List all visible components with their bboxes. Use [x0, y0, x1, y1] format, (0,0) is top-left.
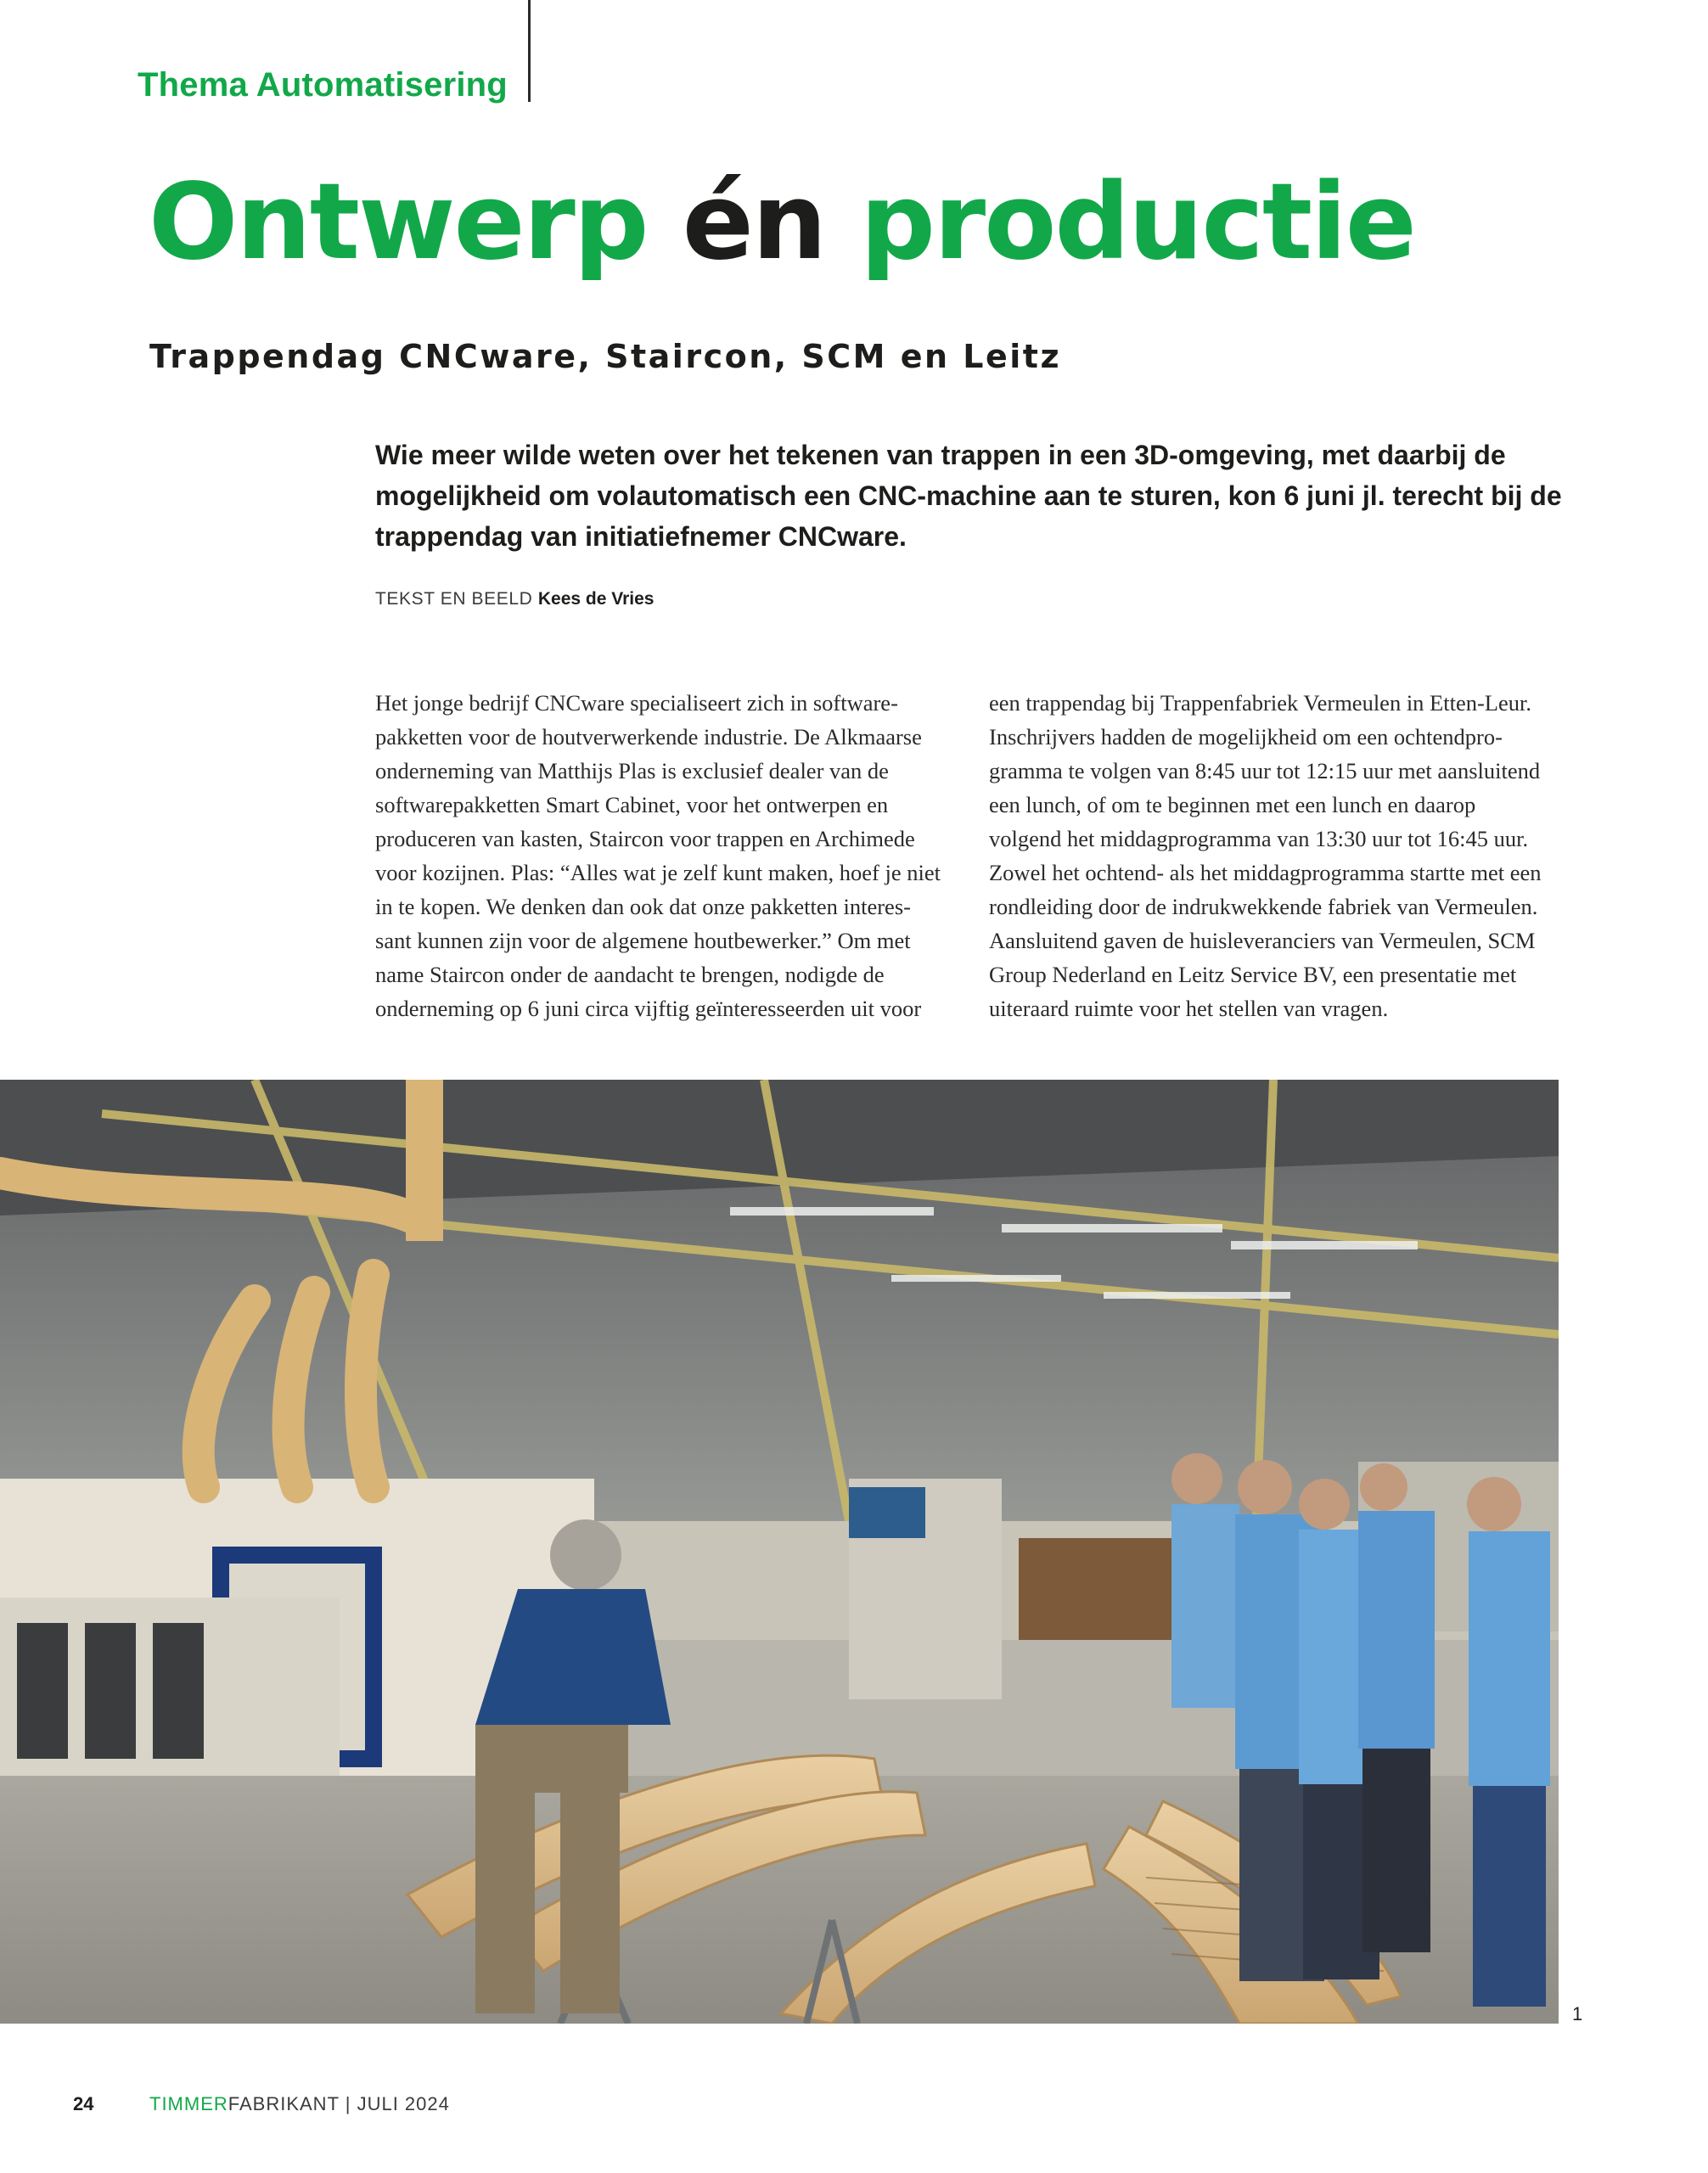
headline-word-3: productie	[860, 161, 1415, 284]
body-line: produceren van kasten, Staircon voor trappen en Archimede	[375, 826, 915, 851]
body-line: name Staircon onder de aandacht te brengen, nodigde de	[375, 962, 885, 987]
body-line: rondleiding door de indrukwekkende fabriek van Vermeulen.	[989, 894, 1538, 919]
headline-word-2: én	[682, 161, 826, 284]
issue-date: | JULI 2024	[339, 2093, 450, 2114]
body-line: volgend het middagprogramma van 13:30 uur tot 16:45 uur.	[989, 826, 1529, 851]
body-line: Aansluitend gaven de huisleveranciers van Vermeulen, SCM	[989, 928, 1536, 953]
body-line: een trappendag bij Trappenfabriek Vermeulen in Etten-Leur.	[989, 690, 1531, 716]
body-column-left	[375, 686, 952, 1025]
body-line: Zowel het ochtend- als het middagprogramma startte met een	[989, 860, 1542, 885]
body-line: sant kunnen zijn voor de algemene houtbewerker.” Om met	[375, 928, 911, 953]
body-line: pakketten voor de houtverwerkende industrie. De Alkmaarse	[375, 724, 922, 750]
byline-label: TEKST EN BEELD	[375, 589, 533, 609]
body-line: Group Nederland en Leitz Service BV, een presentatie met	[989, 962, 1517, 987]
headline-word-1: Ontwerp	[149, 161, 648, 284]
body-line: uiteraard ruimte voor het stellen van vragen.	[989, 996, 1389, 1021]
magazine-folio	[149, 2093, 450, 2115]
body-line: voor kozijnen. Plas: “Alles wat je zelf kunt maken, hoef je niet	[375, 860, 941, 885]
body-line: onderneming op 6 juni circa vijftig geïnteresseerden uit voor	[375, 996, 922, 1021]
article-headline	[149, 161, 1415, 284]
factory-photo-illustration	[0, 1080, 1559, 2024]
caption-number: 1	[1572, 2003, 1583, 2024]
body-line: een lunch, of om te beginnen met een lunch en daarop	[989, 792, 1476, 817]
factory-photo	[0, 1080, 1559, 2024]
page-number: 24	[73, 2093, 94, 2114]
body-line: gramma te volgen van 8:45 uur tot 12:15 uur met aansluitend	[989, 758, 1541, 783]
article-intro: Wie meer wilde weten over het tekenen van trappen in een 3D-omgeving, met daarbij de mogelijkheid om volautomatisch een CNC-machine aan te sturen, kon 6 juni jl. terecht bij de trappendag van initiatiefnemer CNCware.	[375, 440, 1562, 552]
byline	[375, 589, 654, 609]
body-column-right	[989, 686, 1566, 1025]
body-line: onderneming van Matthijs Plas is exclusief dealer van de	[375, 758, 889, 783]
section-label: Thema Automatisering	[138, 66, 508, 104]
body-line: softwarepakketten Smart Cabinet, voor het ontwerpen en	[375, 792, 889, 817]
brand-part-2: FABRIKANT	[228, 2093, 340, 2114]
body-line: Inschrijvers hadden de mogelijkheid om een ochtendpro-	[989, 724, 1503, 750]
body-line: in te kopen. We denken dan ook dat onze pakketten interes-	[375, 894, 911, 919]
body-line: Het jonge bedrijf CNCware specialiseert zich in software-	[375, 690, 898, 716]
article-subtitle: Trappendag CNCware, Staircon, SCM en Leitz	[149, 338, 1062, 375]
header-divider	[528, 0, 531, 102]
byline-author: Kees de Vries	[537, 589, 655, 609]
brand-part-1: TIMMER	[149, 2093, 228, 2114]
